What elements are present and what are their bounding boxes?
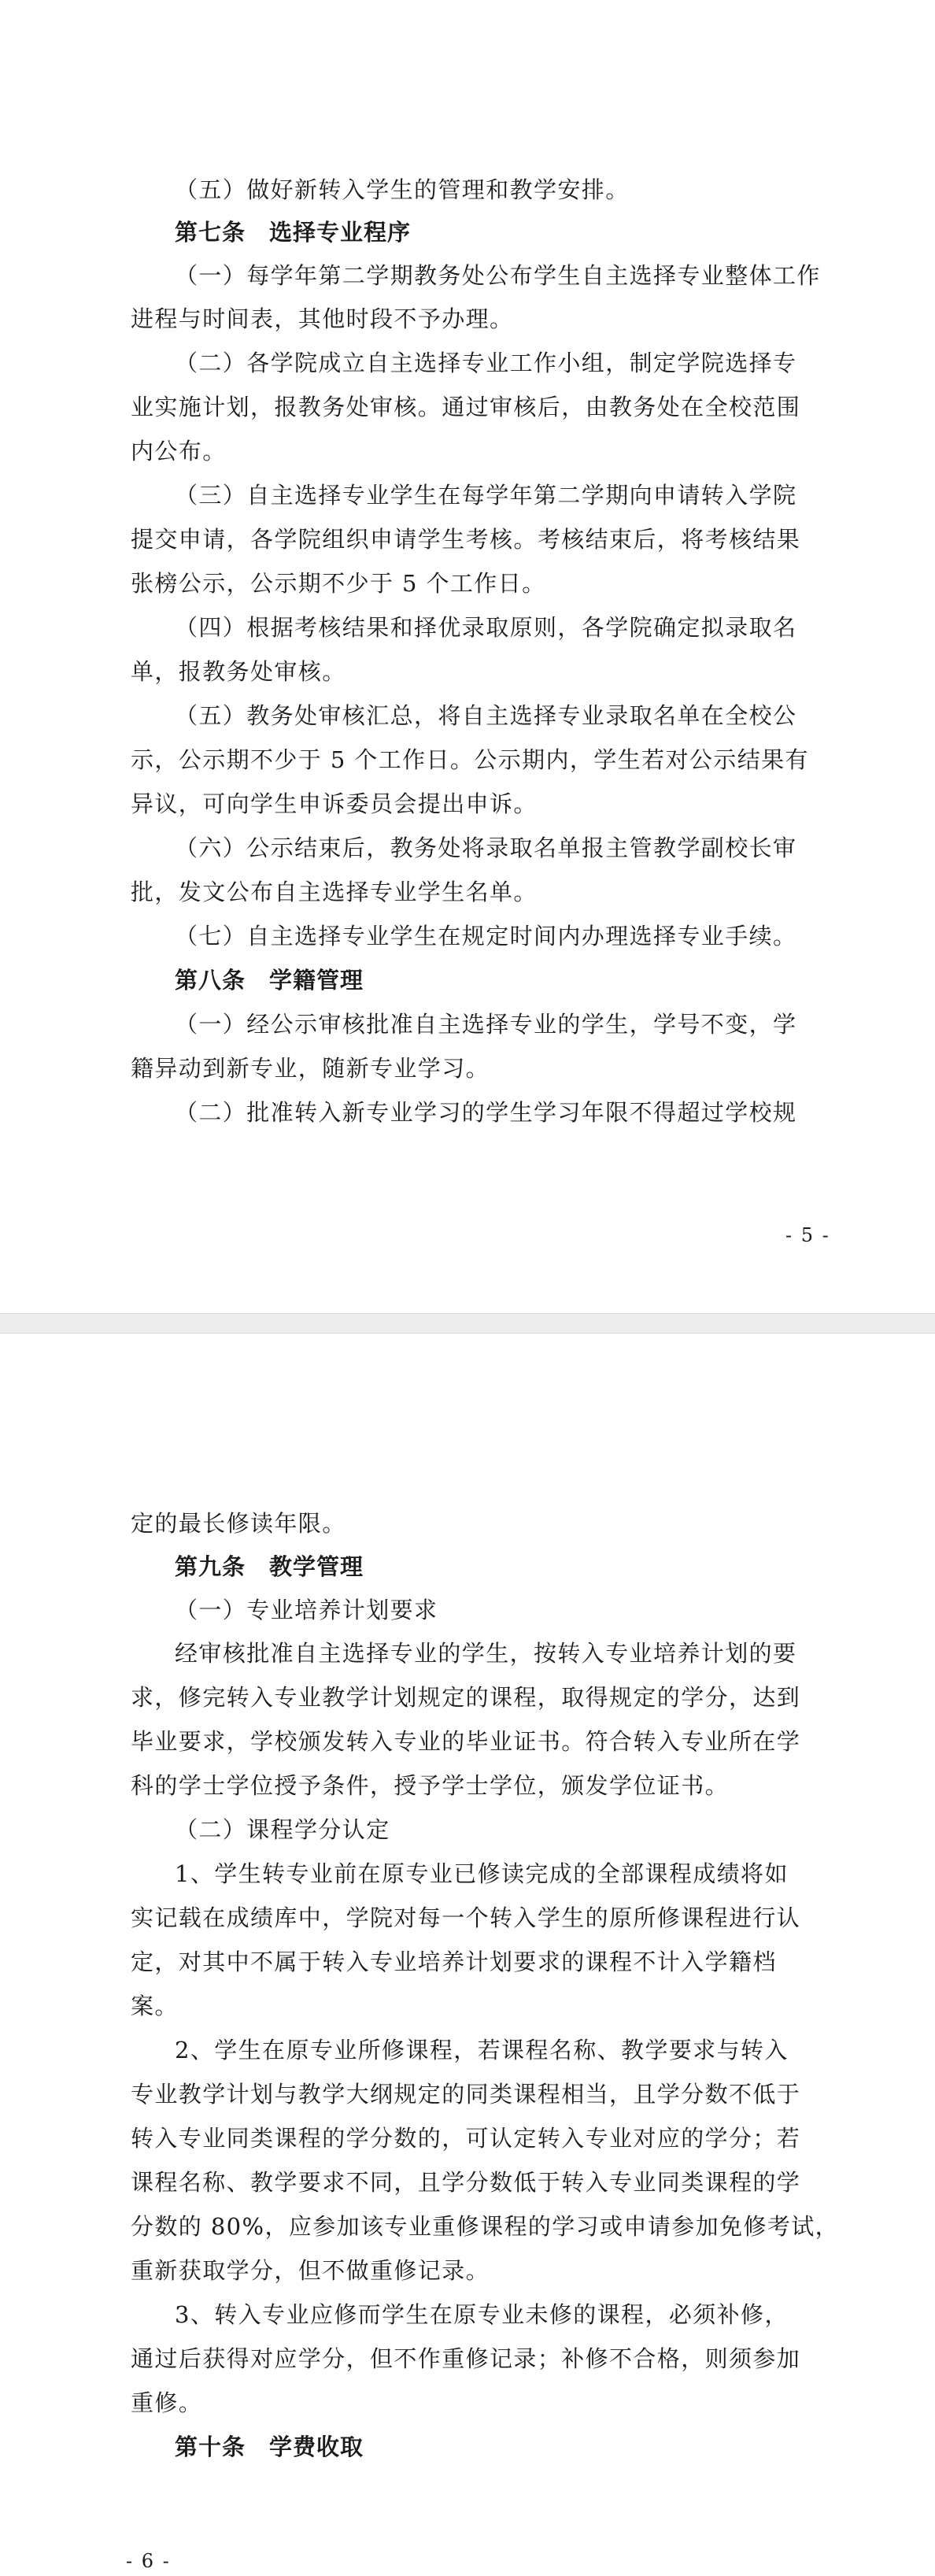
page-separator xyxy=(0,1313,935,1334)
paragraph-line: 进程与时间表，其他时段不予办理。 xyxy=(131,305,514,332)
section-subheading: （二）课程学分认定 xyxy=(175,1816,390,1843)
paragraph-line: 籍异动到新专业，随新专业学习。 xyxy=(131,1055,490,1082)
paragraph-line: 经审核批准自主选择专业的学生，按转入专业培养计划的要 xyxy=(175,1640,797,1667)
paragraph-line: 1、学生转专业前在原专业已修读完成的全部课程成绩将如 xyxy=(175,1860,789,1887)
paragraph-line: 分数的 80%，应参加该专业重修课程的学习或申请参加免修考试， xyxy=(131,2213,840,2240)
paragraph-line: 提交申请，各学院组织申请学生考核。考核结束后，将考核结果 xyxy=(131,526,801,553)
paragraph-line: 课程名称、教学要求不同，且学分数低于转入专业同类课程的学 xyxy=(131,2169,801,2196)
article-heading: 第八条 学籍管理 xyxy=(175,967,364,994)
paragraph-line: （五）做好新转入学生的管理和教学安排。 xyxy=(175,176,630,203)
paragraph-line: 业实施计划，报教务处审核。通过审核后，由教务处在全校范围 xyxy=(131,394,801,420)
paragraph-line: （三）自主选择专业学生在每学年第二学期向申请转入学院 xyxy=(175,482,797,509)
paragraph-line: 张榜公示，公示期不少于 5 个工作日。 xyxy=(131,570,546,597)
article-heading: 第十条 学费收取 xyxy=(175,2434,364,2460)
paragraph-line: （一）每学年第二学期教务处公布学生自主选择专业整体工作 xyxy=(175,262,821,289)
paragraph-line: （五）教务处审核汇总，将自主选择专业录取名单在全校公 xyxy=(175,702,797,729)
paragraph-line: 异议，可向学生申诉委员会提出申诉。 xyxy=(131,790,538,817)
paragraph-line: 求，修完转入专业教学计划规定的课程，取得规定的学分，达到 xyxy=(131,1684,801,1711)
paragraph-line: 单，报教务处审核。 xyxy=(131,658,346,685)
paragraph-line: （四）根据考核结果和择优录取原则，各学院确定拟录取名 xyxy=(175,614,797,641)
page-number: - 6 - xyxy=(126,2550,171,2572)
page-number: - 5 - xyxy=(785,1224,830,1246)
article-heading: 第七条 选择专业程序 xyxy=(175,219,412,246)
paragraph-line: 转入专业同类课程的学分数的，可认定转入专业对应的学分；若 xyxy=(131,2125,801,2152)
article-heading: 第九条 教学管理 xyxy=(175,1553,364,1580)
document-page-6 xyxy=(0,1334,935,2576)
paragraph-line: 2、学生在原专业所修课程，若课程名称、教学要求与转入 xyxy=(175,2037,789,2063)
paragraph-line: 重新获取学分，但不做重修记录。 xyxy=(131,2257,490,2284)
paragraph-line: 定的最长修读年限。 xyxy=(131,1510,346,1537)
paragraph-line: 案。 xyxy=(131,1993,179,2019)
paragraph-line: 通过后获得对应学分，但不作重修记录；补修不合格，则须参加 xyxy=(131,2345,801,2372)
paragraph-line: （七）自主选择专业学生在规定时间内办理选择专业手续。 xyxy=(175,923,797,949)
paragraph-line: 毕业要求，学校颁发转入专业的毕业证书。符合转入专业所在学 xyxy=(131,1728,801,1755)
paragraph-line: 批，发文公布自主选择专业学生名单。 xyxy=(131,879,538,905)
paragraph-line: 内公布。 xyxy=(131,438,227,464)
paragraph-line: 专业教学计划与教学大纲规定的同类课程相当，且学分数不低于 xyxy=(131,2081,801,2108)
paragraph-line: 重修。 xyxy=(131,2389,203,2416)
paragraph-line: 示，公示期不少于 5 个工作日。公示期内，学生若对公示结果有 xyxy=(131,746,809,773)
paragraph-line: 定，对其中不属于转入专业培养计划要求的课程不计入学籍档 xyxy=(131,1949,777,1975)
paragraph-line: （二）各学院成立自主选择专业工作小组，制定学院选择专 xyxy=(175,350,797,376)
paragraph-line: 3、转入专业应修而学生在原专业未修的课程，必须补修， xyxy=(175,2301,789,2328)
paragraph-line: （二）批准转入新专业学习的学生学习年限不得超过学校规 xyxy=(175,1099,797,1126)
paragraph-line: （一）经公示审核批准自主选择专业的学生，学号不变，学 xyxy=(175,1011,797,1038)
section-subheading: （一）专业培养计划要求 xyxy=(175,1597,438,1623)
paragraph-line: 实记载在成绩库中，学院对每一个转入学生的原所修课程进行认 xyxy=(131,1904,801,1931)
paragraph-line: （六）公示结束后，教务处将录取名单报主管教学副校长审 xyxy=(175,835,797,861)
paragraph-line: 科的学士学位授予条件，授予学士学位，颁发学位证书。 xyxy=(131,1772,730,1799)
